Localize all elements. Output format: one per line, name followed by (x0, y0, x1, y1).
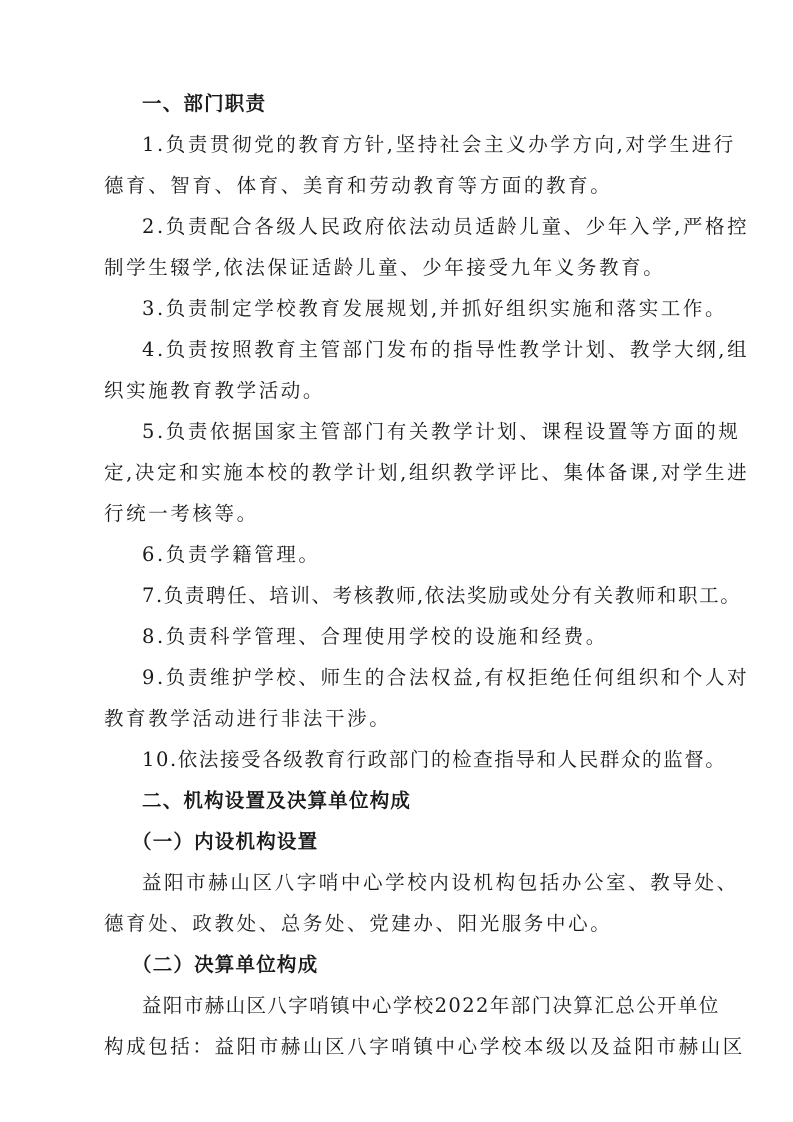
duty-9-line-2: 教育教学活动进行非法干涉。 (104, 707, 392, 730)
duty-2-line-2: 制学生辍学,依法保证适龄儿童、少年接受九年义务教育。 (104, 256, 666, 279)
duty-10-line-1: 10.依法接受各级教育行政部门的检查指导和人民群众的监督。 (142, 748, 727, 771)
structure-line-2: 德育处、政教处、总务处、党建办、阳光服务中心。 (104, 912, 613, 935)
duty-8-line-1: 8.负责科学管理、合理使用学校的设施和经费。 (142, 625, 608, 648)
duty-1-line-1: 1.负责贯彻党的教育方针,坚持社会主义办学方向,对学生进行 (142, 133, 736, 156)
duty-6-line-1: 6.负责学籍管理。 (142, 543, 321, 566)
subsection-heading-2: （二）决算单位构成 (132, 953, 319, 976)
duty-1-line-2: 德育、智育、体育、美育和劳动教育等方面的教育。 (104, 174, 613, 197)
duty-4-line-1: 4.负责按照教育主管部门发布的指导性教学计划、教学大纲,组 (142, 338, 750, 361)
duty-5-line-1: 5.负责依据国家主管部门有关教学计划、课程设置等方面的规 (142, 420, 741, 443)
section-heading-2: 二、机构设置及决算单位构成 (142, 789, 412, 812)
subsection-heading-1: （一）内设机构设置 (132, 830, 319, 853)
duty-2-line-1: 2.负责配合各级人民政府依法动员适龄儿童、少年入学,严格控 (142, 215, 750, 238)
duty-7-line-1: 7.负责聘任、培训、考核教师,依法奖励或处分有关教师和职工。 (142, 584, 742, 607)
structure-line-1: 益阳市赫山区八字哨中心学校内设机构包括办公室、教导处、 (142, 871, 739, 894)
duty-9-line-1: 9.负责维护学校、师生的合法权益,有权拒绝任何组织和个人对 (142, 666, 750, 689)
composition-line-2: 构成包括：益阳市赫山区八字哨镇中心学校本级以及益阳市赫山区 (104, 1035, 745, 1058)
composition-line-1: 益阳市赫山区八字哨镇中心学校2022年部门决算汇总公开单位 (142, 994, 720, 1017)
duty-4-line-2: 织实施教育教学活动。 (104, 379, 326, 402)
section-heading-1: 一、部门职责 (142, 92, 267, 115)
duty-5-line-2: 定,决定和实施本校的教学计划,组织教学评比、集体备课,对学生进 (104, 461, 750, 484)
duty-3-line-1: 3.负责制定学校教育发展规划,并抓好组织实施和落实工作。 (142, 297, 728, 320)
duty-5-line-3: 行统一考核等。 (104, 502, 259, 525)
